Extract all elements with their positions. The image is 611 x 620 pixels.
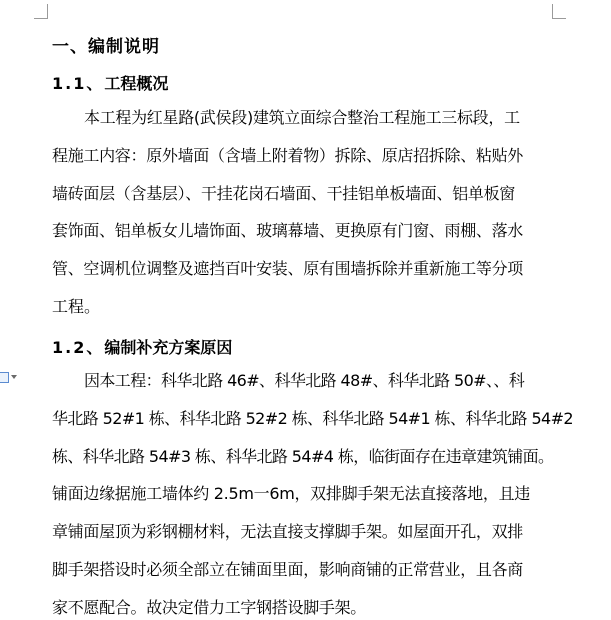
paragraph-line: 程施工内容：原外墙面（含墙上附着物）拆除、原店招拆除、粘贴外 bbox=[52, 145, 524, 165]
paragraph-line: 管、空调机位调整及遮挡百叶安装、原有围墙拆除并重新施工等分项 bbox=[52, 259, 524, 279]
subsection-heading-1-1 bbox=[52, 71, 168, 94]
chevron-down-icon bbox=[11, 375, 17, 379]
paragraph-line: 家不愿配合。故决定借力工字钢搭设脚手架。 bbox=[52, 597, 367, 617]
paragraph-supplement-reason bbox=[52, 362, 573, 620]
paragraph-line: 墙砖面层（含基层）、干挂花岗石墙面、干挂铝单板墙面、铝单板窗 bbox=[52, 183, 516, 203]
crop-mark-top-right bbox=[552, 4, 553, 19]
paragraph-line: 本工程为红星路(武侯段)建筑立面综合整治工程施工三标段，工 bbox=[84, 108, 520, 127]
section-heading: 一、编制说明 bbox=[52, 37, 160, 57]
crop-mark-top-left bbox=[47, 4, 48, 19]
subsection-title: 编制补充方案原因 bbox=[104, 338, 233, 357]
paragraph-line: 章铺面屋顶为彩钢棚材料，无法直接支撑脚手架。如屋面开孔，双排 bbox=[52, 522, 524, 542]
paragraph-line: 脚手架搭设时必须全部立在铺面里面，影响商铺的正常营业，且各商 bbox=[52, 559, 524, 579]
paragraph-line: 栋、科华北路 54#3 栋、科华北路 54#4 栋，临街面存在违章建筑铺面。 bbox=[52, 446, 554, 466]
subsection-number: 1.1、 bbox=[52, 74, 105, 93]
paragraph-line: 因本工程：科华北路 46#、科华北路 48#、科华北路 50#、、科 bbox=[84, 371, 525, 390]
subsection-title: 工程概况 bbox=[104, 74, 169, 93]
paragraph-project-overview bbox=[52, 99, 554, 326]
paragraph-line: 套饰面、铝单板女儿墙饰面、玻璃幕墙、更换原有门窗、雨棚、落水 bbox=[52, 221, 524, 241]
crop-mark-top-left bbox=[34, 18, 48, 19]
subsection-number: 1.2、 bbox=[52, 338, 105, 357]
subsection-heading-1-2 bbox=[52, 335, 232, 358]
paragraph-line: 铺面边缘据施工墙体约 2.5m一6m，双排脚手架无法直接落地，且违 bbox=[52, 484, 530, 504]
paragraph-line: 工程。 bbox=[52, 296, 101, 316]
crop-mark-top-right bbox=[552, 18, 566, 19]
paragraph-options-box bbox=[0, 372, 9, 383]
paragraph-line: 华北路 52#1 栋、科华北路 52#2 栋、科华北路 54#1 栋、科华北路 54#2 bbox=[52, 408, 573, 428]
paragraph-options-icon[interactable] bbox=[0, 370, 16, 384]
